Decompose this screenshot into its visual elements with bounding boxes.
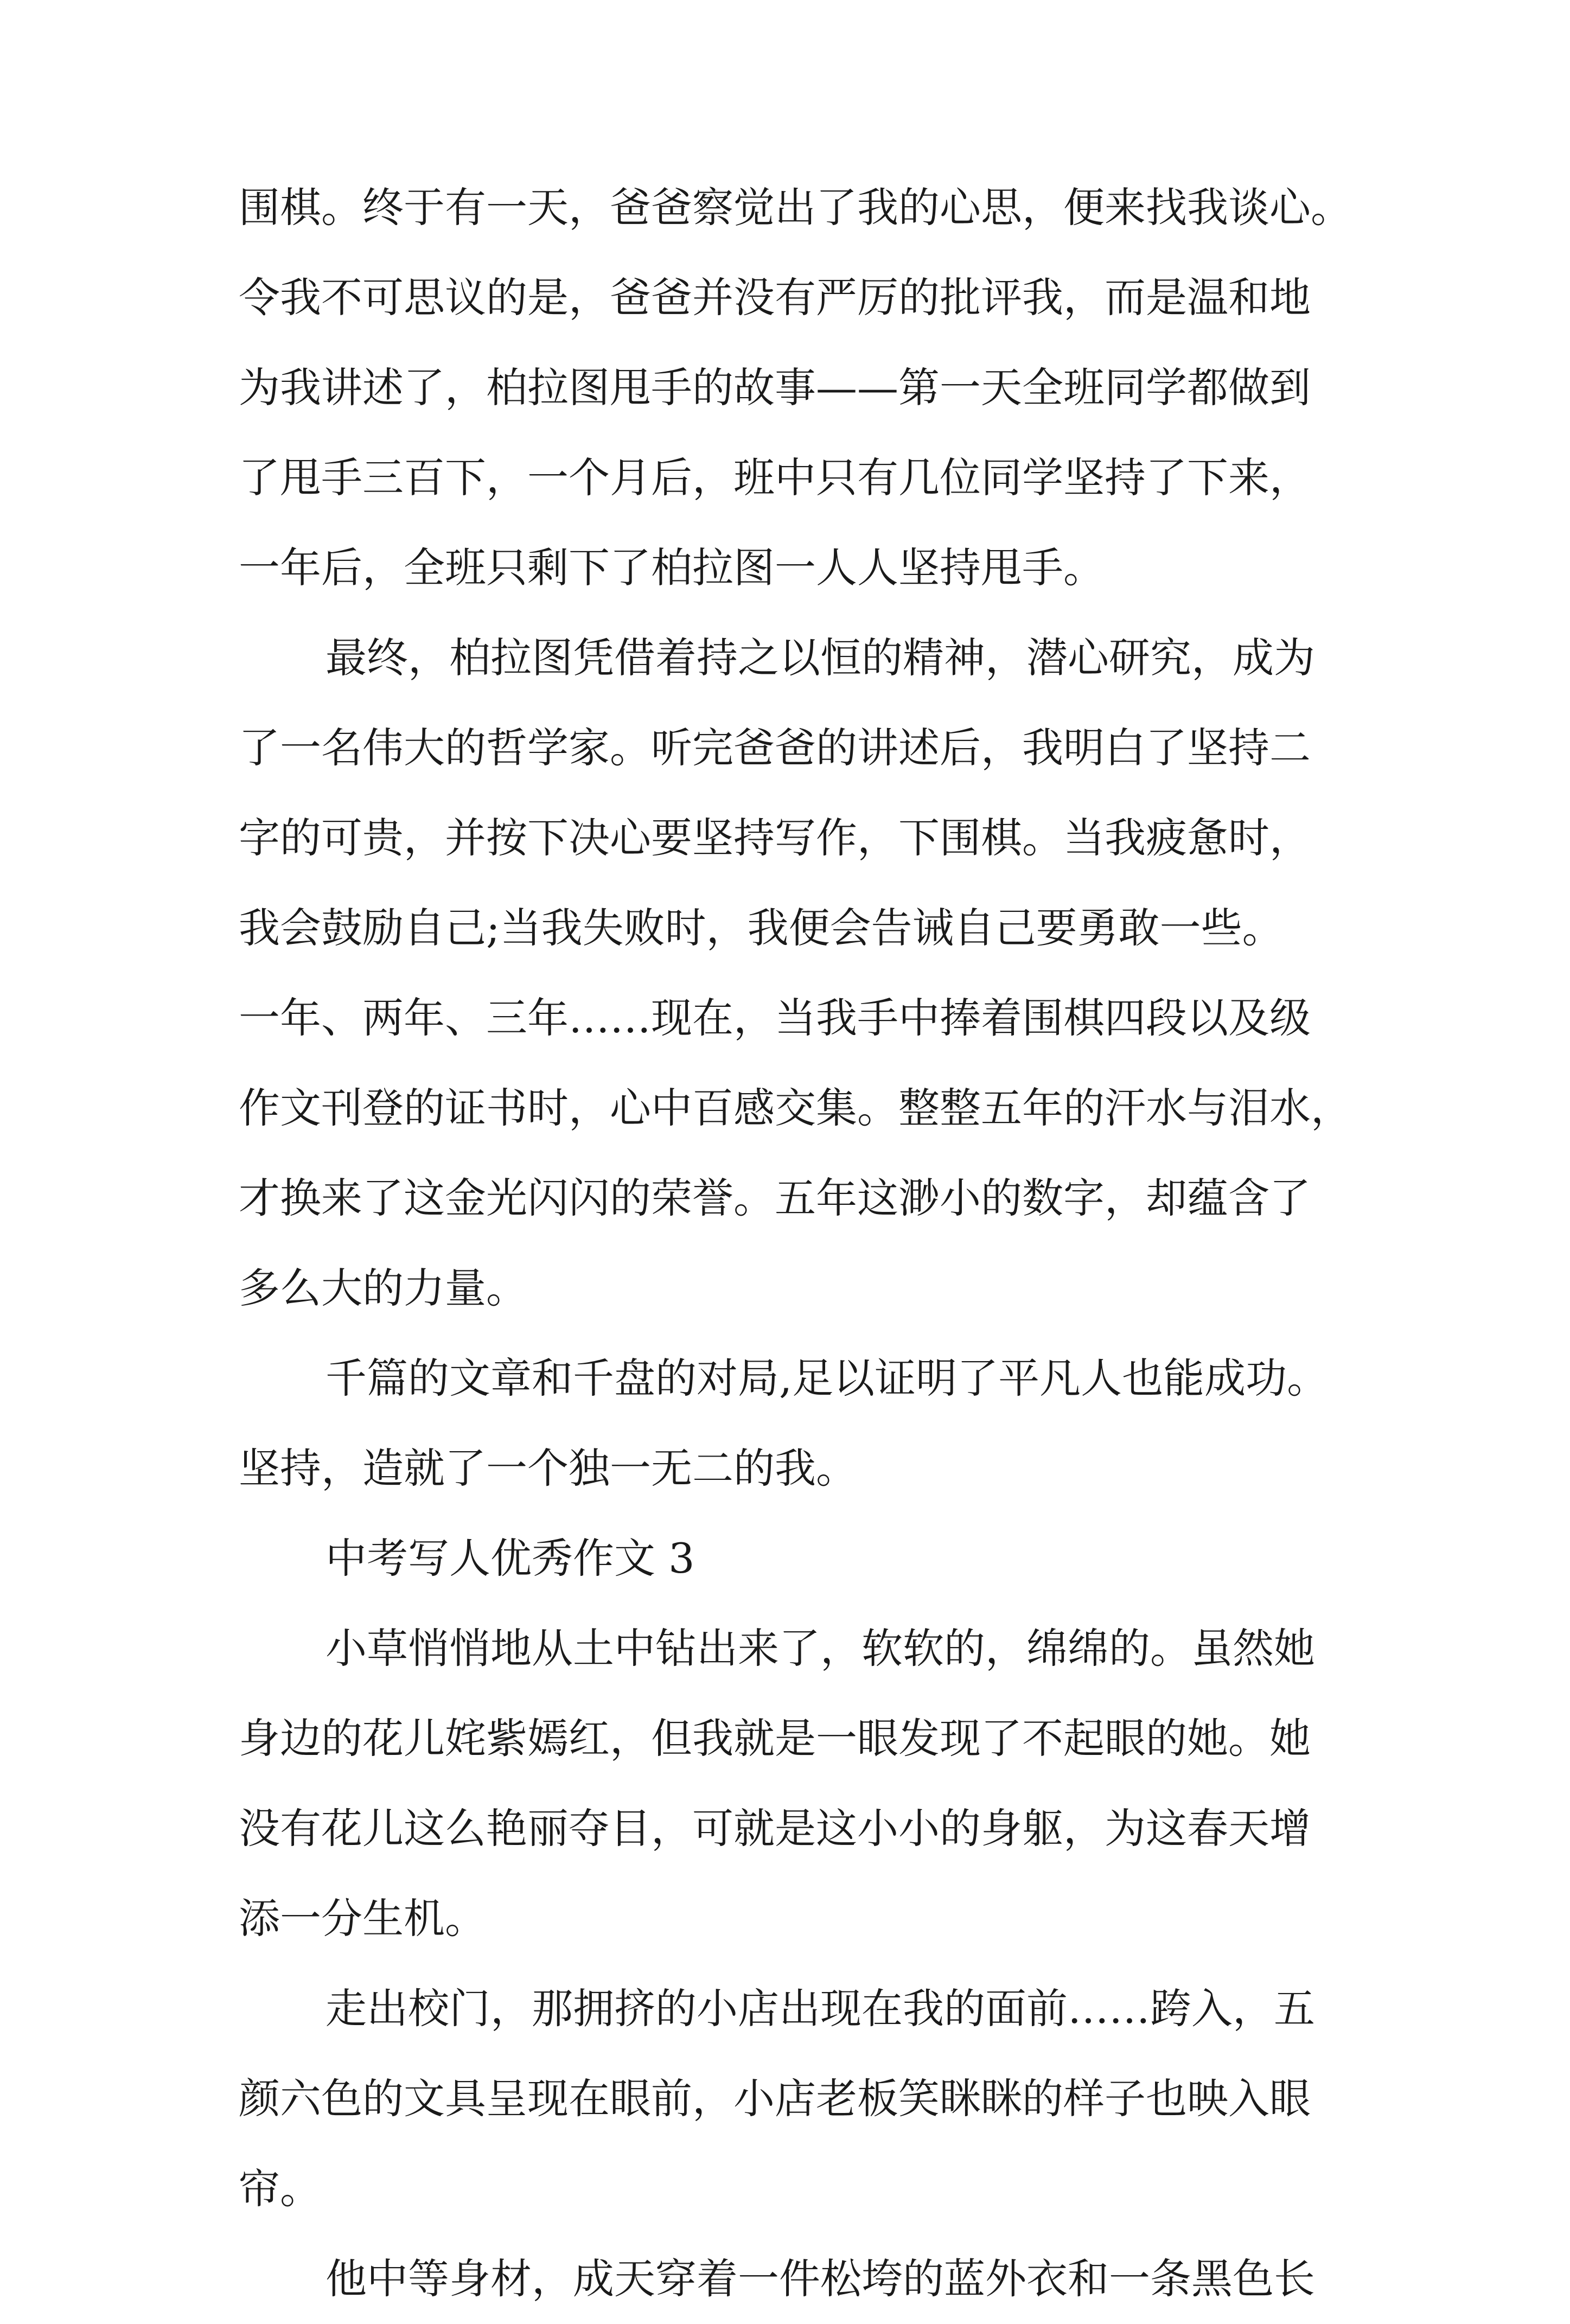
text-line: 字的可贵，并按下决心要坚持写作，下围棋。当我疲惫时，	[239, 814, 1311, 862]
text-line: 身边的花儿姹紫嫣红，但我就是一眼发现了不起眼的她。她	[239, 1714, 1311, 1763]
text-line: 一年后，全班只剩下了柏拉图一人人坚持甩手。	[239, 544, 1105, 592]
text-line: 坚持，造就了一个独一无二的我。	[239, 1444, 857, 1492]
text-line: 了甩手三百下，一个月后，班中只有几位同学坚持了下来，	[239, 454, 1311, 502]
document-body	[239, 163, 1352, 2324]
text-line: 一年、两年、三年……现在，当我手中捧着围棋四段以及级	[239, 994, 1311, 1042]
paragraph-start-line: 他中等身材，成天穿着一件松垮的蓝外衣和一条黑色长	[326, 2255, 1315, 2303]
text-line: 我会鼓励自己;当我失败时，我便会告诫自己要勇敢一些。	[239, 904, 1284, 952]
text-line: 多么大的力量。	[239, 1264, 527, 1312]
paragraph-start-line: 走出校门，那拥挤的小店出现在我的面前……跨入，五	[326, 1984, 1315, 2033]
text-line: 围棋。终于有一天，爸爸察觉出了我的心思，便来找我谈心。	[239, 183, 1352, 232]
text-line: 才换来了这金光闪闪的荣誉。五年这渺小的数字，却蕴含了	[239, 1174, 1311, 1222]
text-line: 帘。	[239, 2165, 321, 2213]
text-line: 了一名伟大的哲学家。听完爸爸的讲述后，我明白了坚持二	[239, 724, 1311, 772]
section-heading: 中考写人优秀作文 3	[326, 1534, 695, 1582]
paragraph-start-line: 小草悄悄地从土中钻出来了，软软的，绵绵的。虽然她	[326, 1624, 1315, 1672]
text-line: 没有花儿这么艳丽夺目，可就是这小小的身躯，为这春天增	[239, 1804, 1311, 1853]
paragraph-start-line: 最终，柏拉图凭借着持之以恒的精神，潜心研究，成为	[326, 634, 1315, 682]
text-line: 作文刊登的证书时，心中百感交集。整整五年的汗水与泪水，	[239, 1084, 1352, 1132]
text-line: 添一分生机。	[239, 1894, 486, 1943]
paragraph-start-line: 千篇的文章和千盘的对局,足以证明了平凡人也能成功。	[326, 1354, 1329, 1402]
text-line: 令我不可思议的是，爸爸并没有严厉的批评我，而是温和地	[239, 273, 1311, 322]
text-line: 为我讲述了，柏拉图甩手的故事——第一天全班同学都做到	[239, 363, 1311, 412]
text-line: 颜六色的文具呈现在眼前，小店老板笑眯眯的样子也映入眼	[239, 2074, 1311, 2123]
